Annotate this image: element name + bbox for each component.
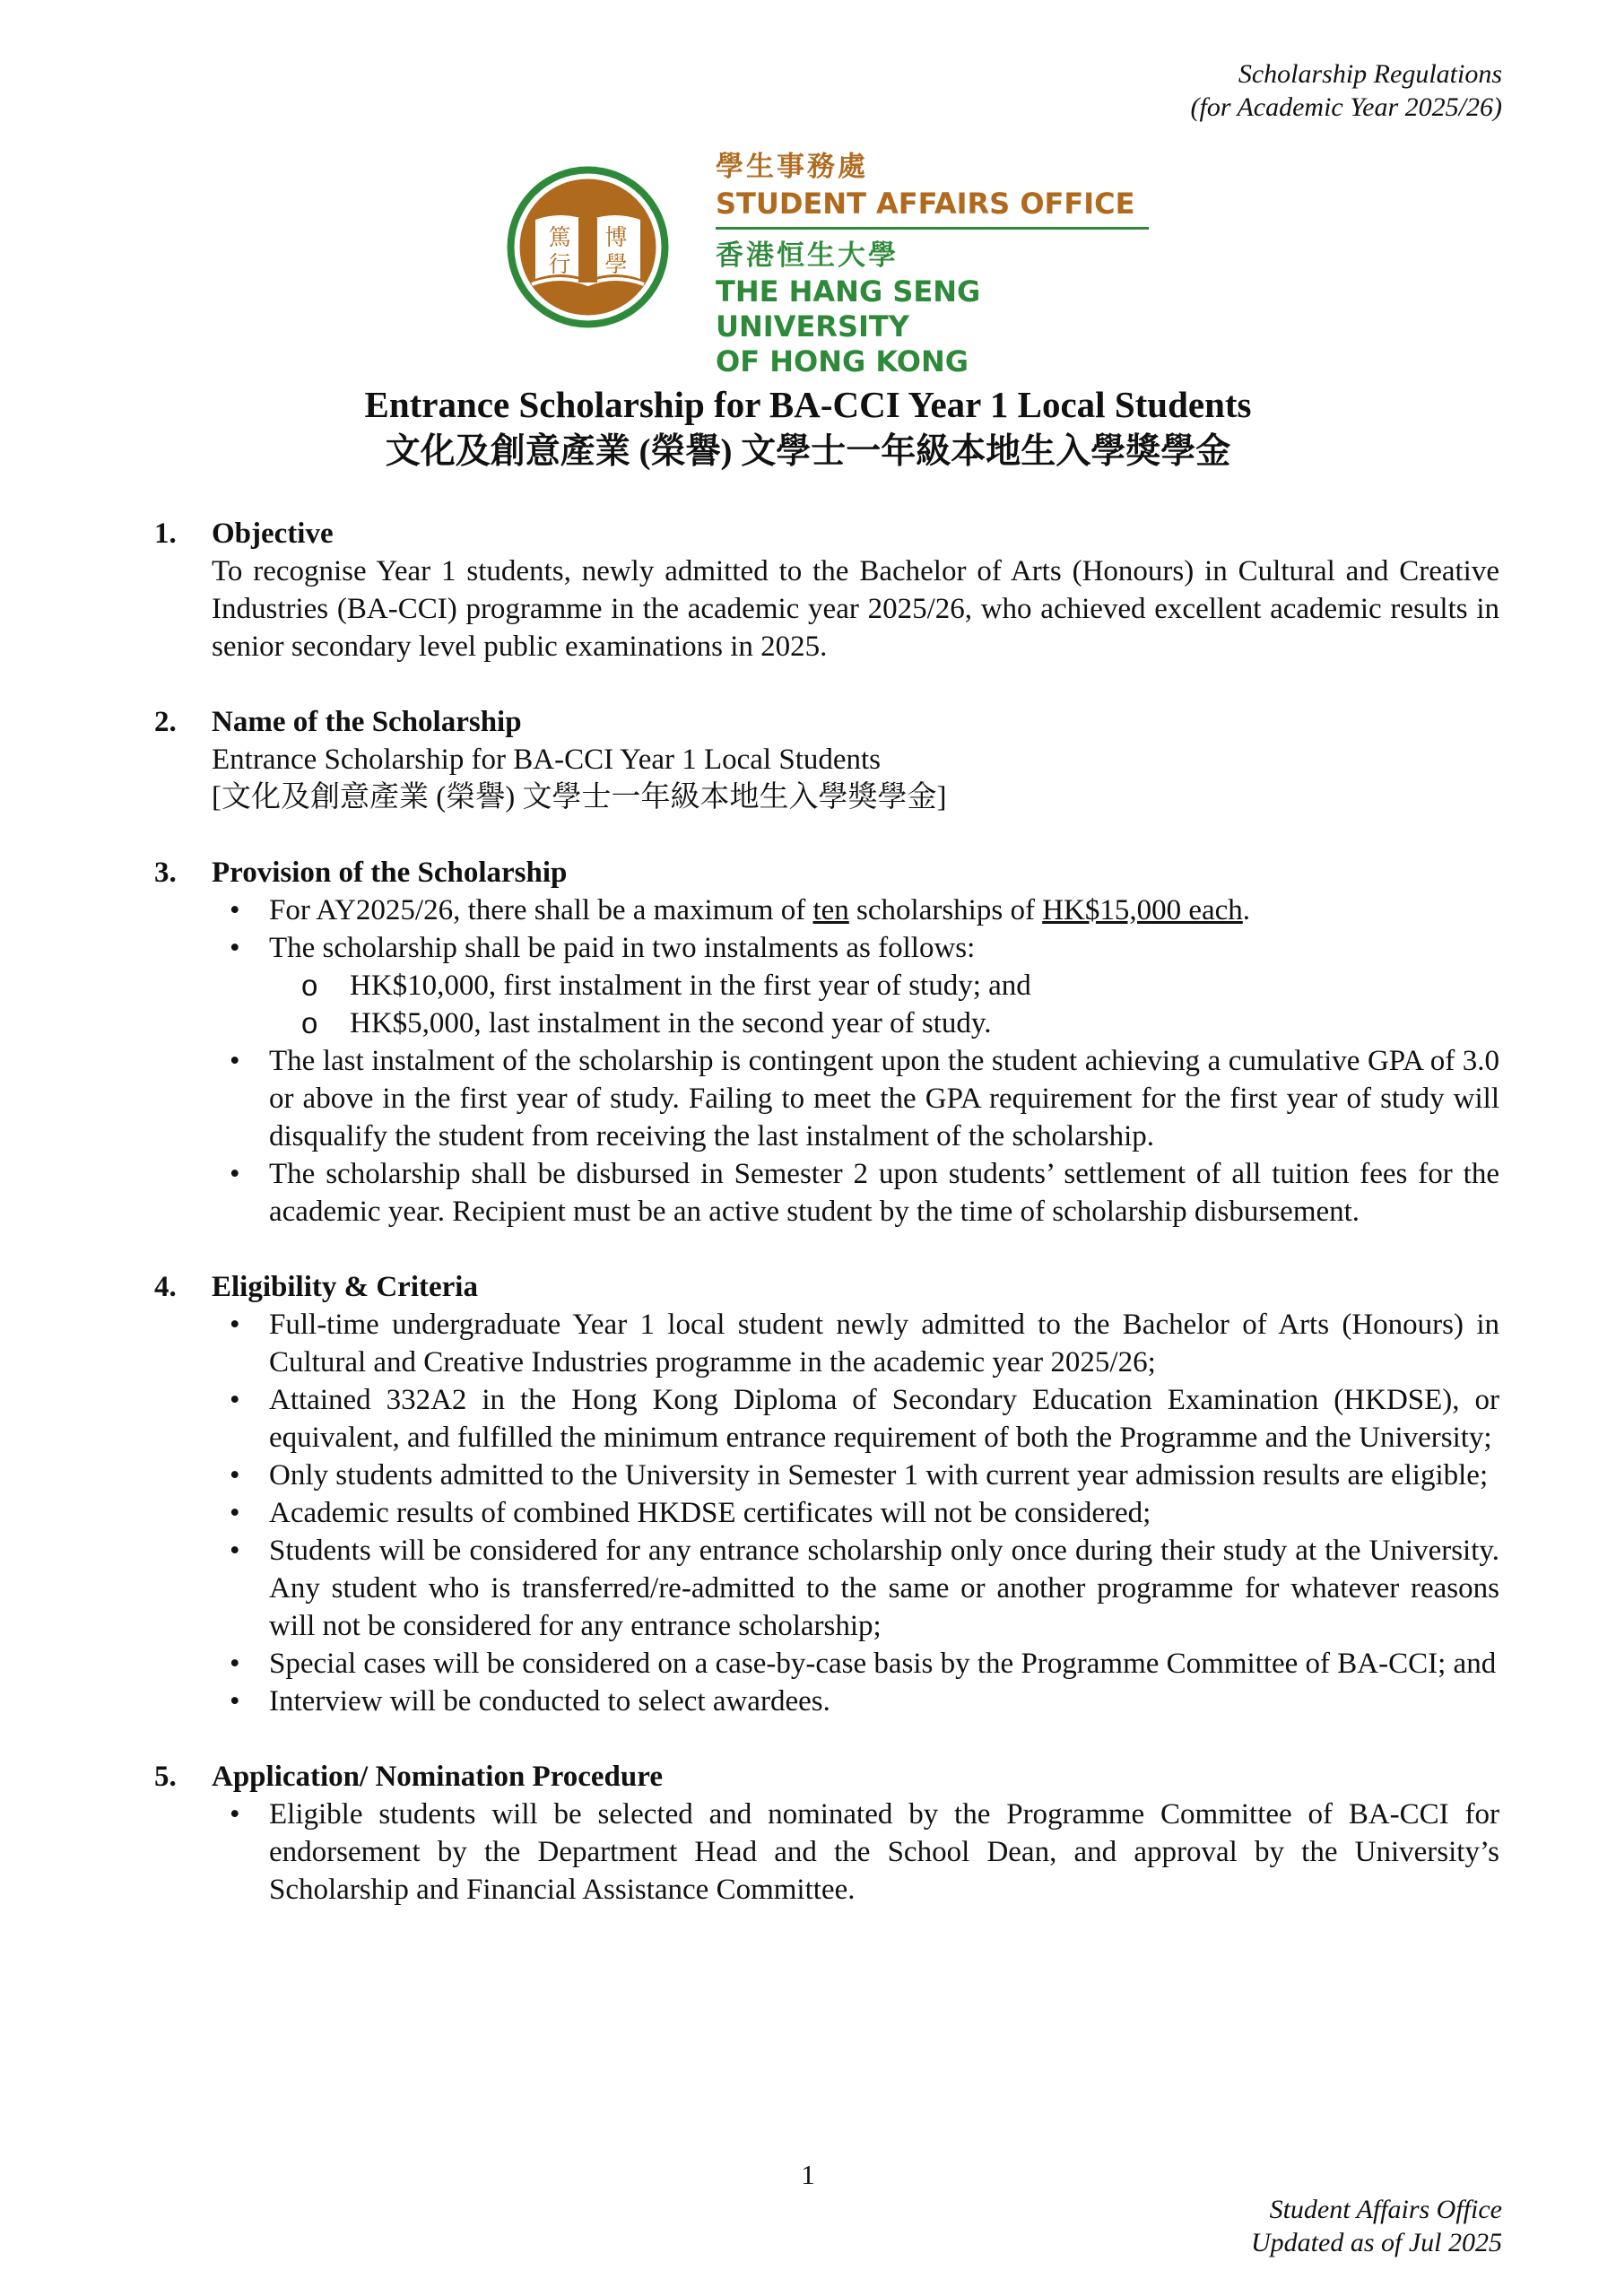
page-footer [1251,2193,1502,2259]
section-title: Eligibility & Criteria [212,1271,478,1303]
sub-list-item: o HK$10,000, first instalment in the first year of study; and [212,967,1499,1004]
page-header [1191,57,1502,124]
section-number: 2. [154,706,177,738]
footer-line-2: Updated as of Jul 2025 [1251,2228,1502,2257]
section-title: Name of the Scholarship [212,706,522,738]
list-item: • Interview will be conducted to select awardees. [212,1683,1499,1720]
eligibility-list [212,1306,1499,1720]
scholarship-name-zh: [文化及創意產業 (榮譽) 文學士一年級本地生入學獎學金] [212,781,947,813]
underlined-count: ten [812,894,849,926]
document-title [0,381,1616,476]
list-item: • Eligible students will be selected and nominated by the Programme Committee of BA-CCI for endorsement by the Department Head and the School Dean, and approval by the University’s Scholarship and Financial Assistance Committee. [212,1796,1499,1909]
list-item: • The scholarship shall be paid in two instalments as follows: o HK$10,000, first instalment in the first year of study; and o HK$5,000, last instalment in the second year of study. [212,929,1499,1042]
section-application-procedure [154,1758,1499,1909]
list-item: • Academic results of combined HKDSE certificates will not be considered; [212,1494,1499,1532]
section-eligibility [154,1268,1499,1720]
list-item: • The last instalment of the scholarship is contingent upon the student achieving a cumulative GPA of 3.0 or above in the first year of study. Failing to meet the GPA requirement for the first year of study will disqualify the student from receiving the last instalment of the scholarship. [212,1042,1499,1155]
section-number: 3. [154,857,177,889]
underlined-amount: HK$15,000 each [1042,894,1243,926]
title-zh: 文化及創意產業 (榮譽) 文學士一年級本地生入學獎學金 [385,432,1231,471]
page-number: 1 [801,2159,815,2190]
logo-divider [716,227,1149,230]
footer-line-1: Student Affairs Office [1269,2195,1502,2224]
office-name-zh: 學生事務處 [716,151,868,183]
instalment-sublist [212,967,1499,1042]
header-line-2: (for Academic Year 2025/26) [1190,92,1502,122]
section-number: 5. [154,1761,177,1793]
list-item: • Special cases will be considered on a case-by-case basis by the Programme Committee of BA-CCI; and [212,1645,1499,1683]
section-name-of-scholarship [154,703,1499,816]
section-title: Application/ Nomination Procedure [212,1761,663,1793]
sub-list-item: o HK$5,000, last instalment in the second year of study. [212,1004,1499,1042]
office-name-en: STUDENT AFFAIRS OFFICE [716,187,1135,221]
logo-wordmark [716,148,1155,379]
section-provision [154,854,1499,1231]
section-number: 4. [154,1271,177,1303]
section-number: 1. [154,517,177,550]
list-item: • Full-time undergraduate Year 1 local student newly admitted to the Bachelor of Arts (Honours) in Cultural and Creative Industries programme in the academic year 2025/26; [212,1306,1499,1381]
procedure-list [212,1796,1499,1909]
list-item: • Students will be considered for any entrance scholarship only once during their study at the University. Any student who is transferred/re-admitted to the same or another programme for whatever reasons will not be considered for any entrance scholarship; [212,1532,1499,1645]
list-item: • Only students admitted to the University in Semester 1 with current year admission results are eligible; [212,1457,1499,1494]
list-item: • The scholarship shall be disbursed in Semester 2 upon students’ settlement of all tuition fees for the academic year. Recipient must be an active student by the time of scholarship disbursement. [212,1155,1499,1231]
scholarship-name-en: Entrance Scholarship for BA-CCI Year 1 Local Students [212,744,882,776]
section-title: Objective [212,517,334,550]
university-name-en-2: OF HONG KONG [716,344,969,378]
seal-char-1: 篤 [548,224,571,250]
university-name-en-1: THE HANG SENG UNIVERSITY [716,274,981,344]
document-body [154,515,1499,1946]
objective-text: To recognise Year 1 students, newly admitted to the Bachelor of Arts (Honours) in Cultural and Creative Industries (BA-CCI) programme in the academic year 2025/26, who achieved excellent academic results in senior secondary level public examinations in 2025. [212,555,1499,663]
university-name-zh: 香港恒生大學 [716,239,899,272]
list-item: • For AY2025/26, there shall be a maximum of ten scholarships of HK$15,000 each. [212,891,1499,929]
university-logo [505,148,1151,378]
seal-char-3: 行 [548,251,571,277]
university-seal-icon [505,164,671,330]
section-title: Provision of the Scholarship [212,857,568,889]
seal-char-2: 博 [604,224,628,250]
title-en: Entrance Scholarship for BA-CCI Year 1 Local Students [364,384,1252,425]
provision-list [212,891,1499,1231]
list-item: • Attained 332A2 in the Hong Kong Diploma of Secondary Education Examination (HKDSE), or equivalent, and fulfilled the minimum entrance requirement of both the Programme and the University; [212,1381,1499,1457]
seal-char-4: 學 [604,251,628,277]
section-objective [154,515,1499,665]
header-line-1: Scholarship Regulations [1238,59,1502,89]
